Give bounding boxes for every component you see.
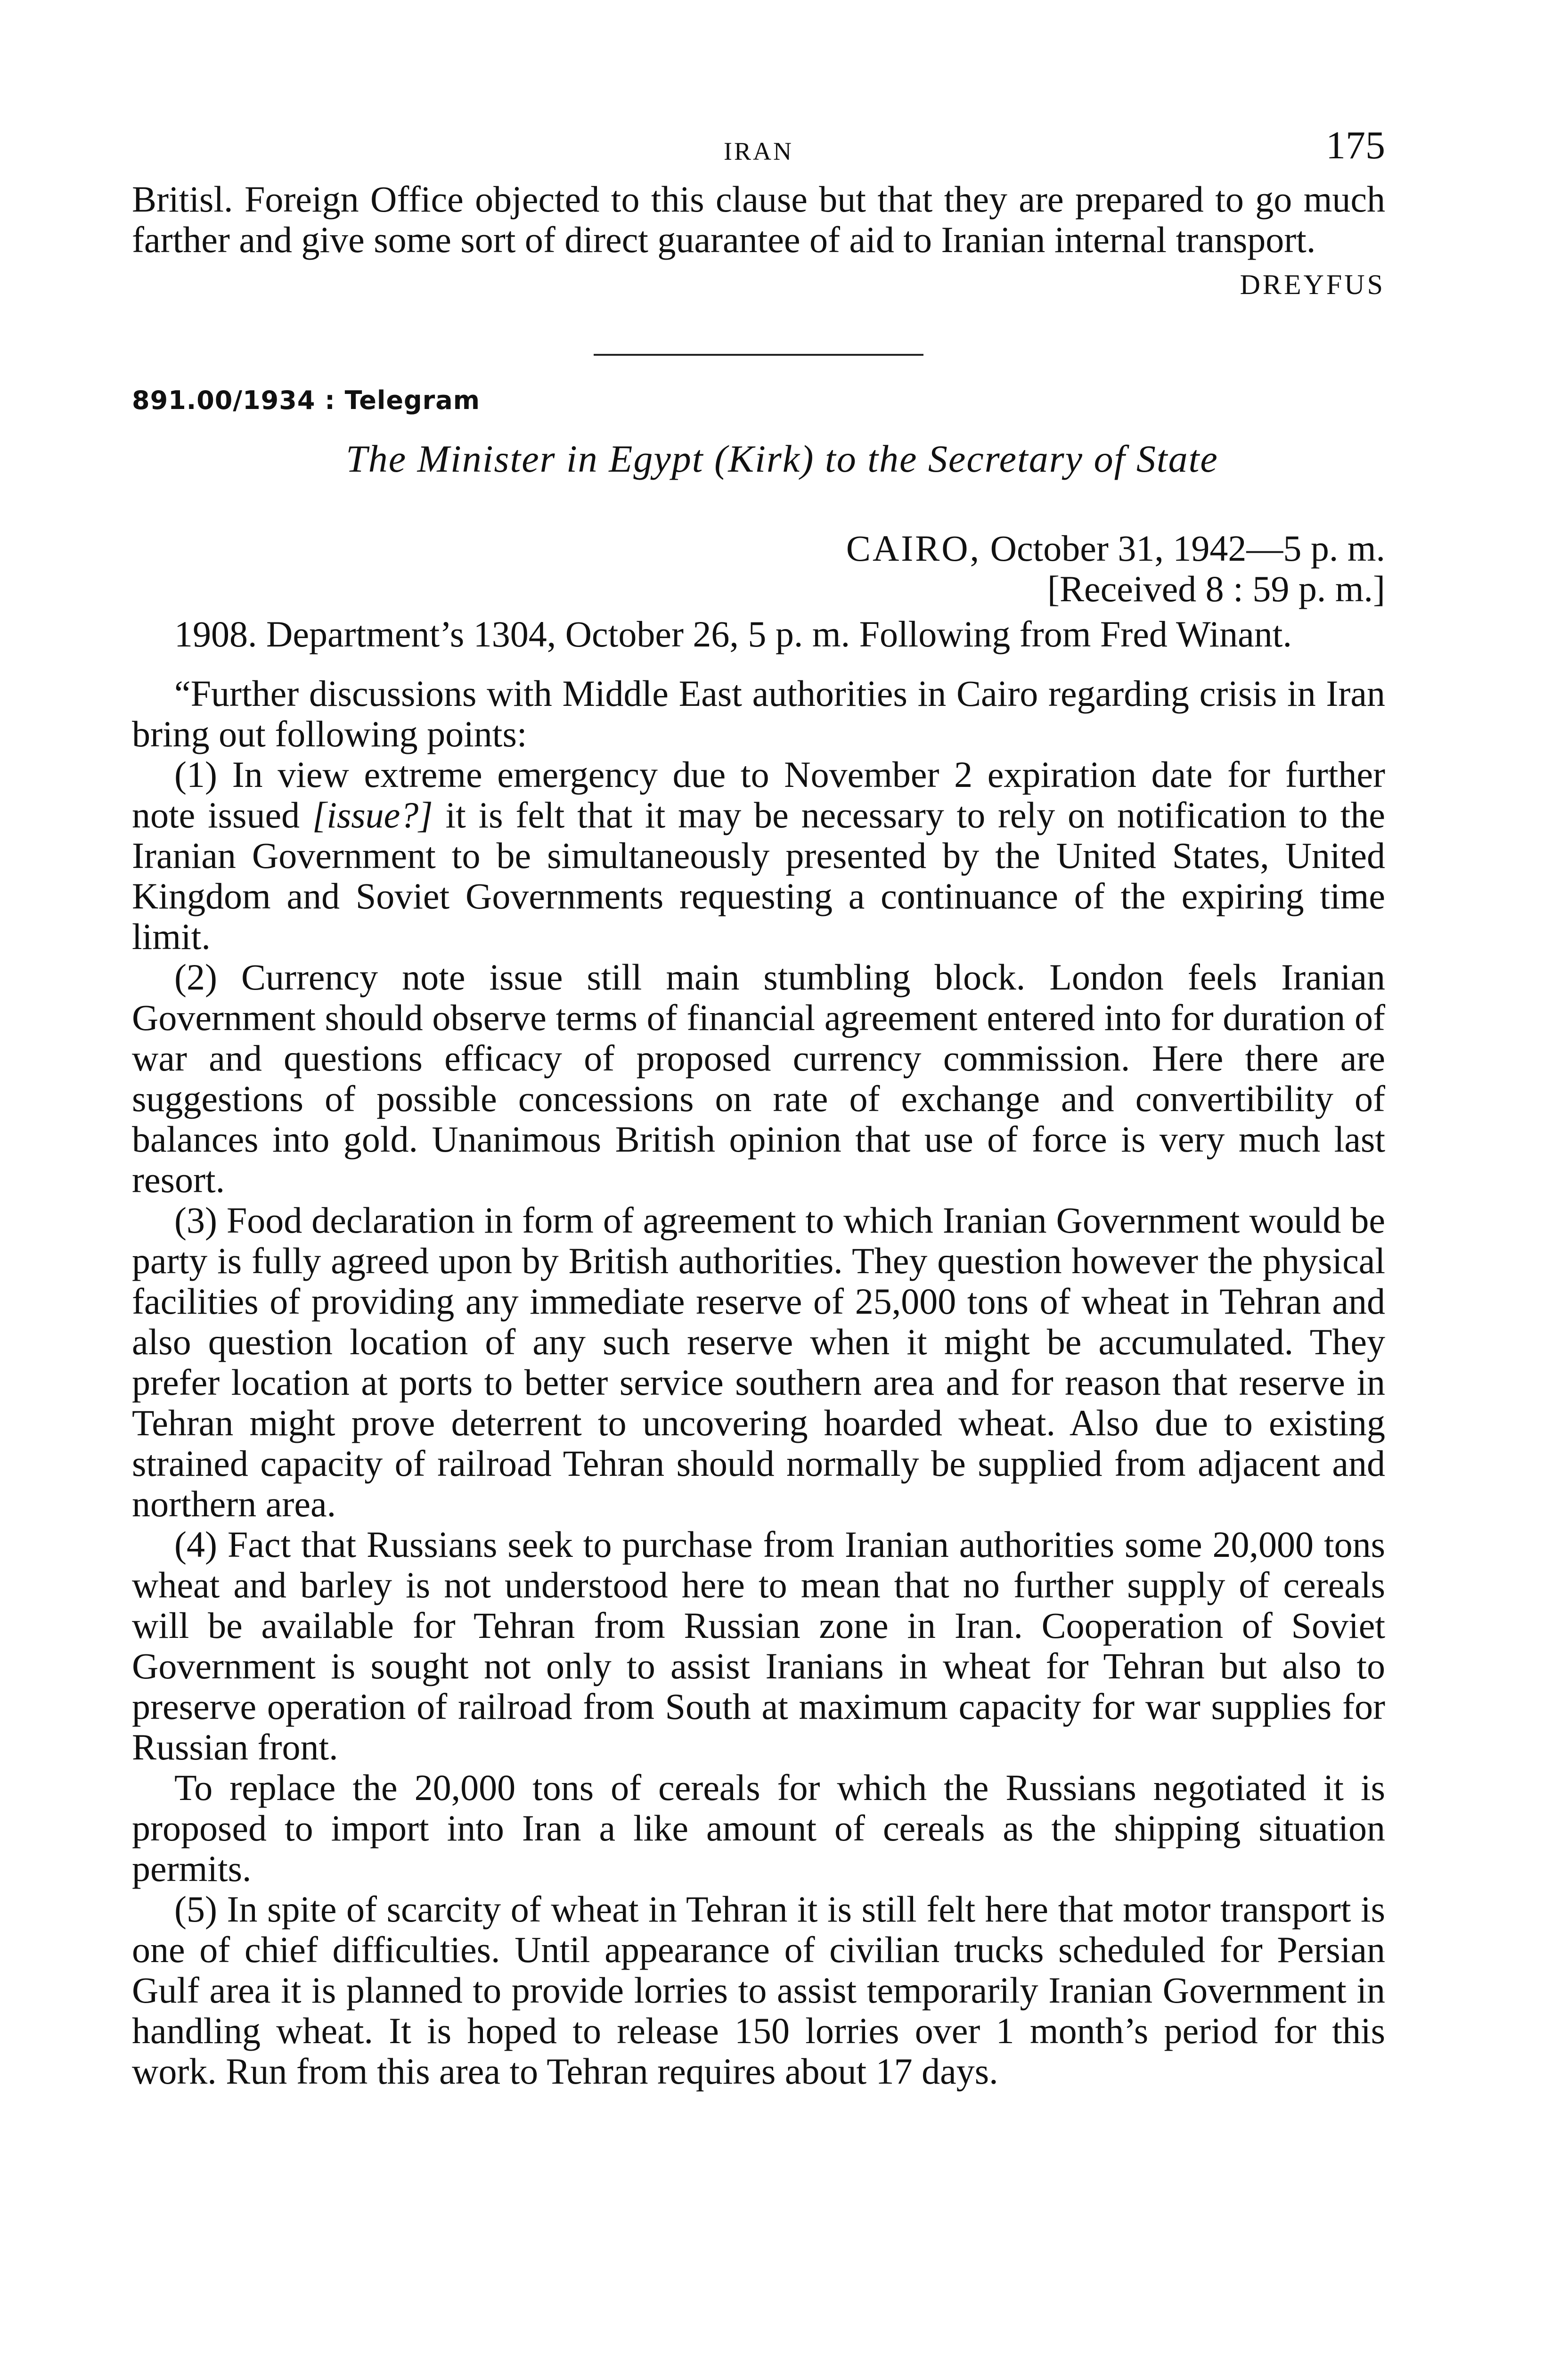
file-number: 891.00/1934 : Telegram (132, 385, 481, 415)
continuation-paragraph: Britisl. Foreign Office objected to this clause but that they are prepared to go much farther and give some sort of direct guarantee of aid to Iranian internal transport. (132, 179, 1385, 260)
point-1-paragraph (132, 754, 1385, 957)
document-heading: The Minister in Egypt (Kirk) to the Secretary of State (346, 437, 1218, 480)
page-number: 175 (1326, 123, 1385, 167)
point-1-text-b: it is felt that it may be necessary to rely on notification to the Iranian Government to be simultaneously presented by the United States, United Kingdom and Soviet Governments requesting a continuance of the expiring time limit. (132, 794, 1386, 957)
opening-paragraph: 1908. Department’s 1304, October 26, 5 p. m. Following from Fred Winant. (174, 614, 1292, 654)
editorial-insert: [issue?] (312, 794, 433, 835)
section-divider (594, 354, 923, 356)
point-3-paragraph: (3) Food declaration in form of agreement to which Iranian Government would be party is fully agreed upon by British authorities. They question however the physical facilities of providing any immediate reserve of 25,000 tons of wheat in Tehran and also question location of any such reserve when it might be accumulated. They prefer location at ports to better service southern area and for reason that reserve in Tehran might prove deterrent to uncovering hoarded wheat. Also due to existing strained capacity of railroad Tehran should normally be supplied from adjacent and northern area. (132, 1200, 1385, 1524)
point-2-paragraph: (2) Currency note issue still main stumbling block. London feels Iranian Government should observe terms of financial agreement entered into for duration of war and questions efficacy of proposed currency commission. Here there are suggestions of possible concessions on rate of exchange and convertibility of balances into gold. Unanimous British opinion that use of force is very much last resort. (132, 957, 1385, 1200)
point-4-paragraph: (4) Fact that Russians seek to purchase from Iranian authorities some 20,000 tons wheat and barley is not understood here to mean that no further supply of cereals will be available for Tehran from Russian zone in Iran. Cooperation of Soviet Government is sought not only to assist Iranians in wheat for Tehran but also to preserve operation of railroad from South at maximum capacity for war supplies for Russian front. (132, 1524, 1385, 1767)
intro-paragraph: “Further discussions with Middle East authorities in Cairo regarding crisis in Iran bring out following points: (132, 673, 1385, 754)
dateline-date: October 31, 1942—5 p. m. (990, 528, 1385, 569)
dateline-place: CAIRO, (846, 528, 981, 569)
replacement-paragraph: To replace the 20,000 tons of cereals for which the Russians negotiated it is proposed to import into Iran a like amount of cereals as the shipping situation permits. (132, 1767, 1385, 1889)
point-1-text-a: (1) In view extreme emergency due to November 2 expiration date for further note issued (132, 754, 1385, 835)
signature: DREYFUS (1240, 269, 1385, 300)
received-line: [Received 8 : 59 p. m.] (1047, 568, 1385, 609)
dateline (132, 528, 1385, 569)
running-head (132, 123, 1385, 179)
point-5-paragraph: (5) In spite of scarcity of wheat in Tehran it is still felt here that motor transport is one of chief difficulties. Until appearance of civilian trucks scheduled for Persian Gulf area it is planned to provide lorries to assist temporarily Iranian Government in handling wheat. It is hoped to release 150 lorries over 1 month’s period for this work. Run from this area to Tehran requires about 17 days. (132, 1889, 1385, 2092)
running-title: IRAN (724, 137, 793, 165)
document-page (132, 123, 1385, 2092)
